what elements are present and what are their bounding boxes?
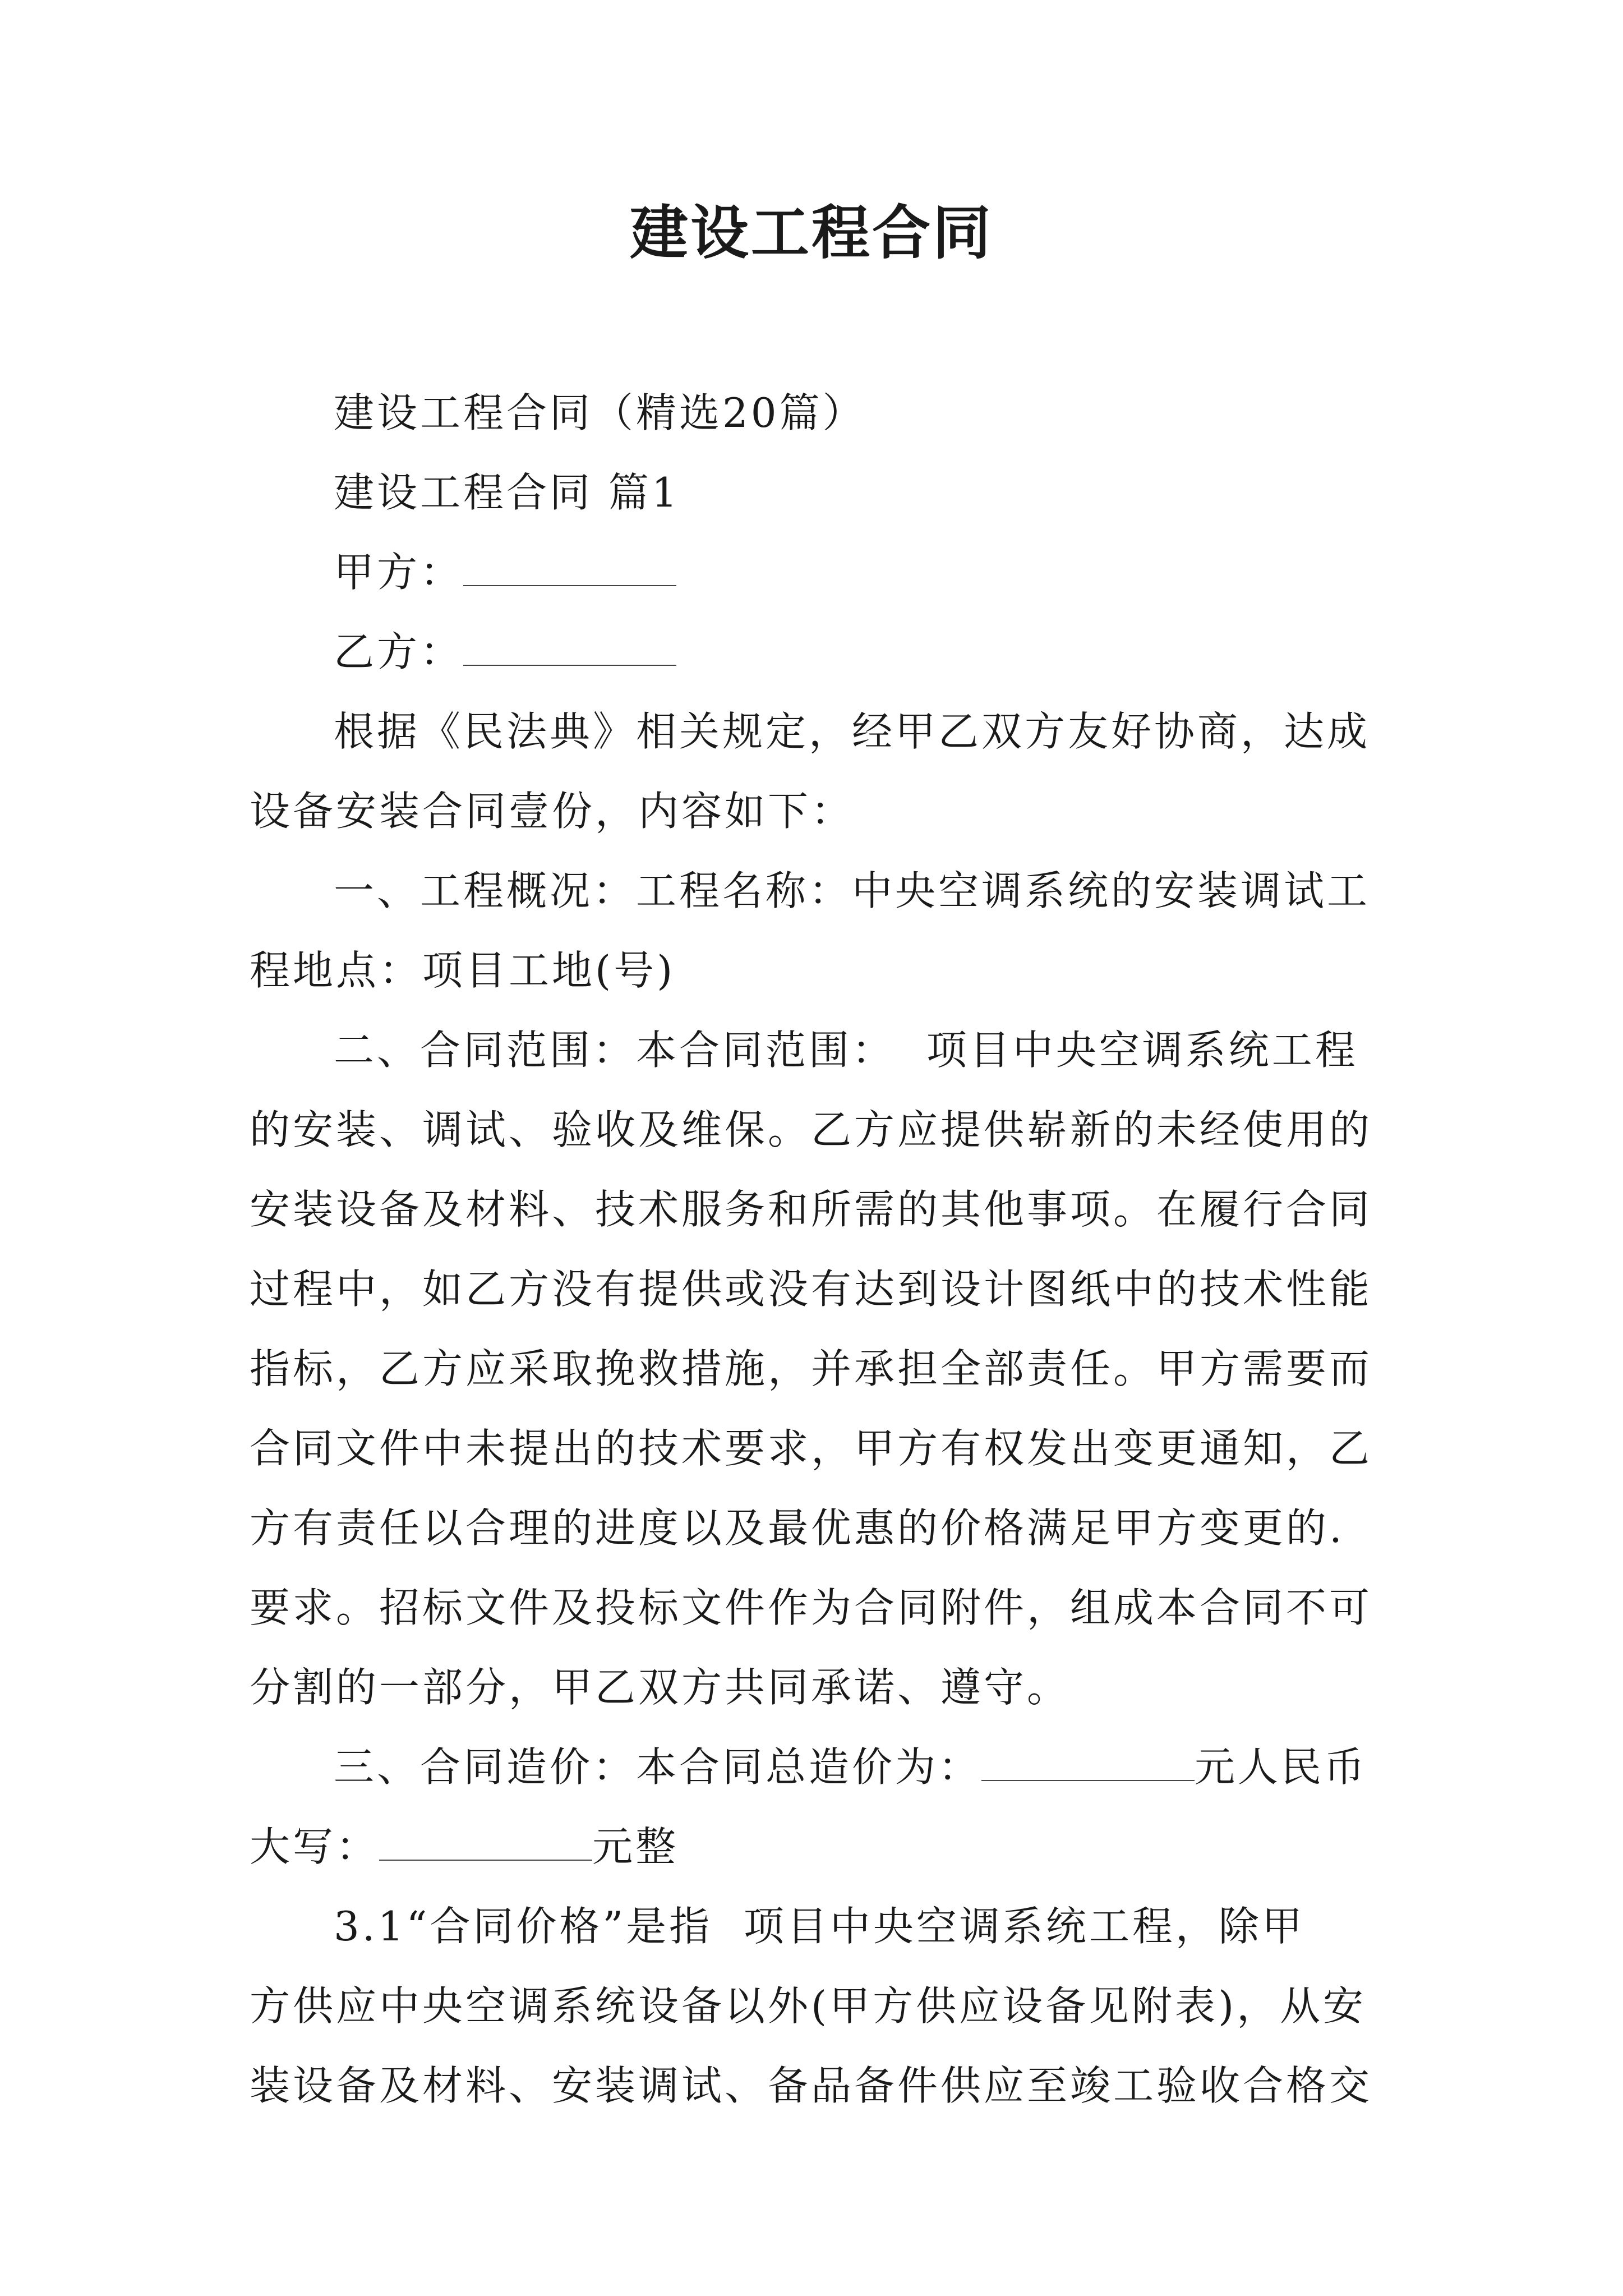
paragraph-line: 根据《民法典》相关规定，经甲乙双方友好协商，达成 xyxy=(334,708,1371,755)
contract-price-label: 三、合同造价：本合同总造价为： xyxy=(334,1743,982,1791)
paragraph-line: 二、合同范围：本合同范围： 项目中央空调系统工程 xyxy=(334,1027,1358,1074)
document-title: 建设工程合同 xyxy=(629,199,993,267)
party-b-blank xyxy=(463,631,676,666)
paragraph-line: 安装设备及材料、技术服务和所需的其他事项。在履行合同 xyxy=(250,1186,1373,1233)
paragraph-line: 分割的一部分，甲乙双方共同承诺、遵守。 xyxy=(250,1664,1071,1711)
paragraph-line: 建设工程合同 篇1 xyxy=(334,469,680,516)
capital-amount-line xyxy=(250,1807,1388,1887)
paragraph-line: 合同文件中未提出的技术要求，甲方有权发出变更通知，乙 xyxy=(250,1425,1373,1472)
paragraph-line: 要求。招标文件及投标文件作为合同附件，组成本合同不可 xyxy=(250,1584,1373,1631)
party-a-line xyxy=(250,532,1388,612)
capital-amount-label: 大写： xyxy=(250,1823,380,1870)
paragraph-line: 一、工程概况：工程名称：中央空调系统的安装调试工 xyxy=(334,867,1371,914)
paragraph-line: 方有责任以合理的进度以及最优惠的价格满足甲方变更的. xyxy=(250,1504,1345,1552)
contract-price-blank xyxy=(981,1746,1195,1781)
paragraph-line: 装设备及材料、安装调试、备品备件供应至竣工验收合格交 xyxy=(250,2062,1373,2109)
capital-amount-unit: 元整 xyxy=(592,1823,679,1870)
party-a-blank xyxy=(463,551,676,586)
paragraph-line: 的安装、调试、验收及维保。乙方应提供崭新的未经使用的 xyxy=(250,1106,1373,1153)
paragraph-line: 建设工程合同（精选20篇） xyxy=(334,389,866,436)
party-b-line xyxy=(250,612,1388,692)
document-body xyxy=(250,373,1388,2125)
paragraph-line: 方供应中央空调系统设备以外(甲方供应设备见附表)，从安 xyxy=(250,1982,1367,2030)
paragraph-line: 过程中，如乙方没有提供或没有达到设计图纸中的技术性能 xyxy=(250,1266,1373,1313)
paragraph-line: 指标，乙方应采取挽救措施，并承担全部责任。甲方需要而 xyxy=(250,1345,1373,1392)
capital-amount-blank xyxy=(379,1826,592,1861)
party-a-label: 甲方： xyxy=(334,549,464,596)
party-b-label: 乙方： xyxy=(334,628,464,675)
paragraph-line: 程地点：项目工地(号) xyxy=(250,947,676,994)
paragraph-line: 设备安装合同壹份，内容如下： xyxy=(250,788,855,835)
contract-price-line xyxy=(250,1727,1388,1807)
contract-price-unit: 元人民币 xyxy=(1195,1743,1368,1791)
paragraph-line: 3.1“合同价格”是指 项目中央空调系统工程，除甲 xyxy=(334,1903,1305,1950)
